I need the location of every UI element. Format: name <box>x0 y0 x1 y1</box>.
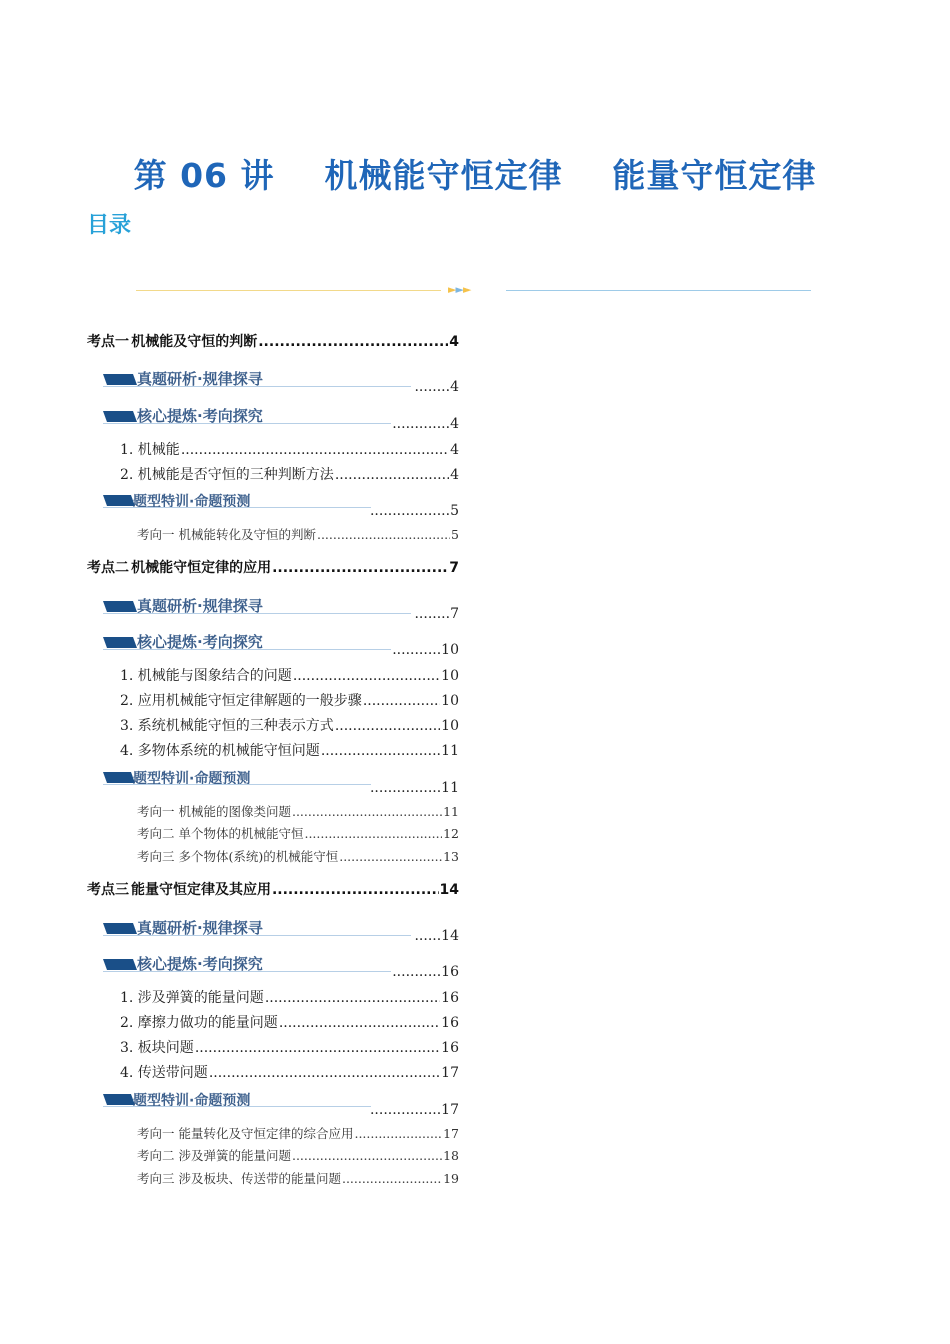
banner-label: 真题研析·规律探寻 <box>137 919 263 937</box>
toc-point-label: 考点三 <box>87 882 129 898</box>
page-number: ..................5 <box>369 503 459 519</box>
page-number: 4 <box>449 334 459 350</box>
leader-dots <box>363 693 440 709</box>
page-number: 5 <box>451 527 459 542</box>
leader-dots <box>293 668 440 684</box>
toc-item[interactable] <box>120 715 459 735</box>
page-number: 19 <box>443 1171 459 1186</box>
banner-label: 真题研析·规律探寻 <box>137 370 263 388</box>
banner-underline <box>103 423 391 424</box>
toc-point-title: 能量守恒定律及其应用 <box>130 882 271 898</box>
page-number: 10 <box>441 693 459 709</box>
toc-heading: 目录 <box>87 213 132 238</box>
toc-item-text: 3. 系统机械能守恒的三种表示方式 <box>120 718 334 734</box>
page-number: 17 <box>441 1065 459 1081</box>
toc-direction-text: 考向二 涉及弹簧的能量问题 <box>137 1148 291 1163</box>
toc-direction[interactable] <box>137 824 459 842</box>
page-number: 10 <box>441 718 459 734</box>
page-number: 4 <box>450 442 459 458</box>
banner-exam-analysis[interactable] <box>103 367 459 393</box>
page-number: .............4 <box>392 416 459 432</box>
leader-dots <box>335 718 440 734</box>
document-title: 第 06 讲 机械能守恒定律 能量守恒定律 <box>133 156 817 195</box>
leader-dots <box>272 882 439 898</box>
toc-item[interactable] <box>120 439 459 459</box>
toc-item-text: 2. 摩擦力做功的能量问题 <box>120 1015 278 1031</box>
banner-label: 题型特训·命题预测 <box>133 771 251 787</box>
toc-item-text: 4. 多物体系统的机械能守恒问题 <box>120 743 320 759</box>
page-number: ........4 <box>414 379 459 395</box>
toc-item-text: 1. 涉及弹簧的能量问题 <box>120 990 264 1006</box>
leader-dots <box>181 442 449 458</box>
banner-label: 题型特训·命题预测 <box>133 1093 251 1109</box>
toc-item[interactable] <box>120 1037 459 1057</box>
banner-core-refine[interactable] <box>103 952 459 978</box>
toc-direction[interactable] <box>137 1146 459 1164</box>
banner-exam-analysis[interactable] <box>103 594 459 620</box>
page-number: 14 <box>439 882 459 898</box>
page-number: 16 <box>441 1015 459 1031</box>
banner-label: 题型特训·命题预测 <box>133 494 251 510</box>
banner-underline <box>103 1106 371 1107</box>
toc-direction[interactable] <box>137 525 459 543</box>
toc-point-title: 机械能及守恒的判断 <box>131 334 258 350</box>
page-number: 17 <box>443 1126 459 1141</box>
toc-point-title: 机械能守恒定律的应用 <box>131 560 272 576</box>
toc-direction[interactable] <box>137 1124 459 1142</box>
toc-item-text: 1. 机械能 <box>120 442 180 458</box>
toc-direction[interactable] <box>137 802 459 820</box>
toc-point-2[interactable] <box>87 557 459 577</box>
toc-item-text: 4. 传送带问题 <box>120 1065 208 1081</box>
leader-dots <box>292 1148 442 1163</box>
toc-item[interactable] <box>120 464 459 484</box>
toc-direction[interactable] <box>137 847 459 865</box>
page-number: ................17 <box>369 1102 459 1118</box>
toc-direction-text: 考向一 机械能转化及守恒的判断 <box>137 527 316 542</box>
leader-dots <box>258 334 448 350</box>
banner-exam-analysis[interactable] <box>103 916 459 942</box>
toc-direction-text: 考向三 涉及板块、传送带的能量问题 <box>137 1171 341 1186</box>
page-number: 16 <box>441 1040 459 1056</box>
toc-point-1[interactable] <box>87 331 459 351</box>
divider-line-left <box>136 290 441 291</box>
banner-type-training[interactable] <box>103 490 459 519</box>
banner-underline <box>103 649 391 650</box>
leader-dots <box>279 1015 440 1031</box>
page-number: ........7 <box>414 606 459 622</box>
toc-direction[interactable] <box>137 1169 459 1187</box>
banner-label: 核心提炼·考向探究 <box>137 955 263 973</box>
leader-dots <box>335 467 449 483</box>
leader-dots <box>209 1065 440 1081</box>
leader-dots <box>292 804 442 819</box>
page-number: 16 <box>441 990 459 1006</box>
section-divider <box>136 283 812 297</box>
toc-point-label: 考点二 <box>87 560 129 576</box>
leader-dots <box>339 849 442 864</box>
leader-dots <box>265 990 440 1006</box>
page-number: ......14 <box>414 928 459 944</box>
divider-line-right <box>506 290 811 291</box>
banner-label: 核心提炼·考向探究 <box>137 407 263 425</box>
banner-label: 真题研析·规律探寻 <box>137 597 263 615</box>
toc-item[interactable] <box>120 1012 459 1032</box>
page-number: 11 <box>443 804 459 819</box>
toc-item-text: 1. 机械能与图象结合的问题 <box>120 668 292 684</box>
leader-dots <box>195 1040 440 1056</box>
banner-core-refine[interactable] <box>103 404 459 430</box>
page-number: 4 <box>450 467 459 483</box>
toc-direction-text: 考向一 能量转化及守恒定律的综合应用 <box>137 1126 354 1141</box>
toc-item[interactable] <box>120 1062 459 1082</box>
page-number: 7 <box>449 560 459 576</box>
toc-item[interactable] <box>120 690 459 710</box>
toc-direction-text: 考向一 机械能的图像类问题 <box>137 804 291 819</box>
page-number: 10 <box>441 668 459 684</box>
triple-arrow-icon: ►►► <box>448 283 471 296</box>
toc-direction-text: 考向二 单个物体的机械能守恒 <box>137 826 304 841</box>
toc-point-label: 考点一 <box>87 334 129 350</box>
page-number: 11 <box>441 743 459 759</box>
banner-core-refine[interactable] <box>103 630 459 656</box>
toc-item[interactable] <box>120 987 459 1007</box>
banner-underline <box>103 784 371 785</box>
banner-type-training[interactable] <box>103 767 459 796</box>
banner-label: 核心提炼·考向探究 <box>137 633 263 651</box>
page-number: 18 <box>443 1148 459 1163</box>
page-number: ...........10 <box>392 642 459 658</box>
page-number: 13 <box>443 849 459 864</box>
banner-underline <box>103 935 411 936</box>
banner-underline <box>103 386 411 387</box>
leader-dots <box>317 527 450 542</box>
toc-item[interactable] <box>120 665 459 685</box>
toc-item-text: 3. 板块问题 <box>120 1040 194 1056</box>
banner-underline <box>103 971 391 972</box>
page-number: ................11 <box>369 780 459 796</box>
leader-dots <box>354 1126 442 1141</box>
toc-item[interactable] <box>120 740 459 760</box>
banner-underline <box>103 507 371 508</box>
toc-direction-text: 考向三 多个物体(系统)的机械能守恒 <box>137 849 339 864</box>
banner-underline <box>103 613 411 614</box>
leader-dots <box>321 743 440 759</box>
toc-item-text: 2. 应用机械能守恒定律解题的一般步骤 <box>120 693 362 709</box>
page-number: ...........16 <box>392 964 459 980</box>
toc-point-3[interactable] <box>87 879 459 899</box>
leader-dots <box>272 560 448 576</box>
page-number: 12 <box>443 826 459 841</box>
leader-dots <box>304 826 442 841</box>
toc-item-text: 2. 机械能是否守恒的三种判断方法 <box>120 467 334 483</box>
banner-type-training[interactable] <box>103 1089 459 1118</box>
leader-dots <box>342 1171 442 1186</box>
